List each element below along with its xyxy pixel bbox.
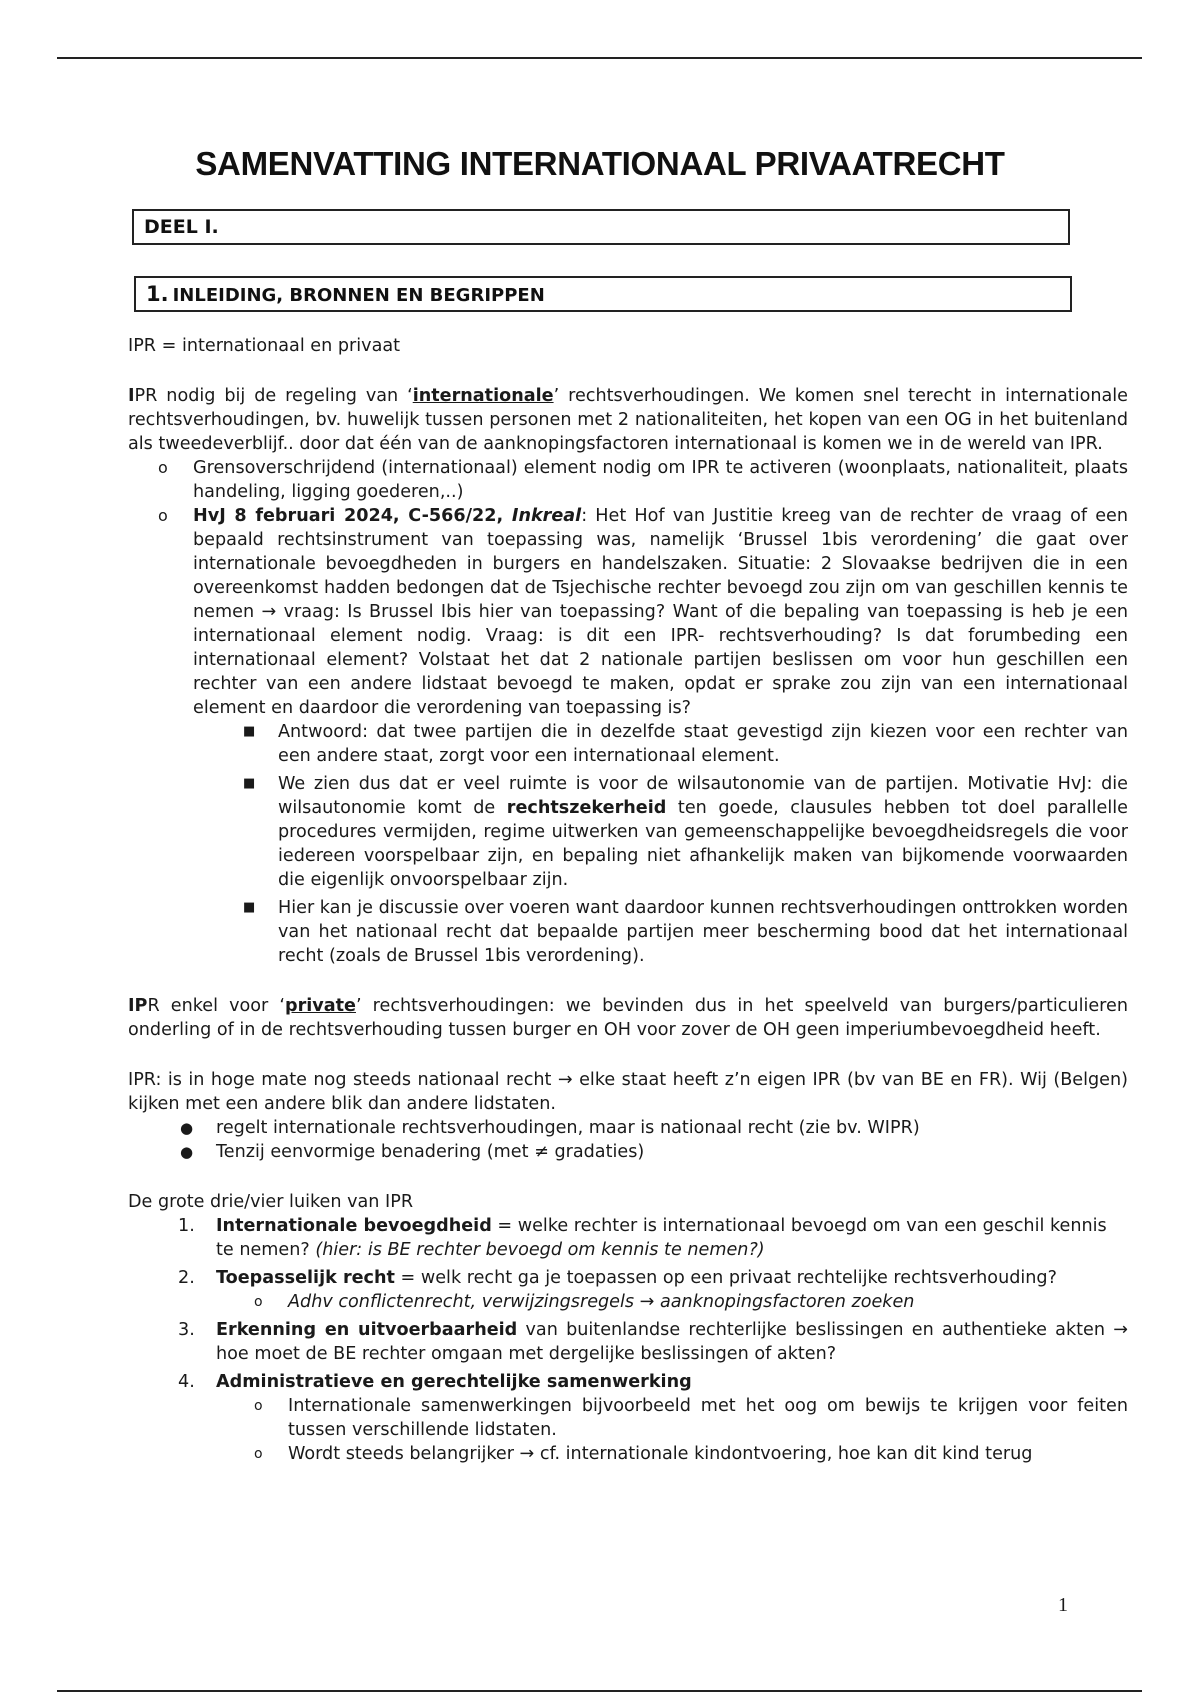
list-item: ■ We zien dus dat er veel ruimte is voor de wilsautonomie van de partijen. Motivatie HvJ: die wilsautonomie komt de rechtszekerheid ten goede, clausules hebben tot doel parallelle procedures vermijden, regime uitwerken van gemeenschappelijke bevoegdheidsregels die voor iedereen voorspelbaar zijn, en bepaling niet afhankelijk maken van bijkomende voorwaarden die eigenlijk onvoorspelbaar zijn.: [243, 774, 1128, 890]
list-item-text: Hier kan je discussie over voeren want daardoor kunnen rechtsverhoudingen onttrokken worden van het nationaal recht dat bepaalde partijen meer bescherming bood dat het internationaal recht (zoals de Brussel 1bis verordening).: [278, 898, 1128, 966]
sublist-squares: [128, 720, 1128, 968]
list-item: ● regelt internationale rechtsverhoudingen, maar is nationaal recht (zie bv. WIPR): [180, 1118, 920, 1138]
chapter-number: 1.: [146, 282, 169, 306]
list-item: o Internationale samenwerkingen bijvoorbeeld met het oog om bewijs te krijgen voor feiten tussen verschillende lidstaten.: [254, 1396, 1128, 1440]
sublist-o: [128, 1290, 1128, 1314]
list-item-text: Antwoord: dat twee partijen die in dezelfde staat gevestigd zijn kiezen voor een rechter van een andere staat, zorgt voor een internationaal element.: [278, 722, 1128, 766]
list-item-text: We zien dus dat er veel ruimte is voor de wilsautonomie van de partijen. Motivatie HvJ: die wilsautonomie komt de: [278, 774, 1128, 818]
keyword-rechtszekerheid: rechtszekerheid: [506, 798, 667, 818]
text-run: PR nodig bij de regeling van ‘: [134, 386, 413, 406]
sublist-o: [128, 456, 1128, 720]
list-item-note: (hier: is BE rechter bevoegd om kennis te nemen?): [315, 1240, 765, 1260]
list-item: [128, 1214, 1128, 1262]
paragraph-definition: IPR = internationaal en privaat: [128, 336, 401, 356]
text-run: ’ rechtsverhoudingen: we bevinden dus in het speelveld van burgers/particulieren onderling of in de rechtsverhouding tussen burger en OH voor zover de OH geen imperiumbevoegdheid heeft.: [128, 996, 1128, 1040]
paragraph-nationaal: IPR: is in hoge mate nog steeds nationaal recht → elke staat heeft z’n eigen IPR (bv van BE en FR). Wij (Belgen) kijken met een andere blik dan andere lidstaten.: [128, 1070, 1128, 1114]
list-item: o Grensoverschrijdend (internationaal) element nodig om IPR te activeren (woonplaats, nationaliteit, plaats handeling, ligging goederen,..): [158, 458, 1128, 502]
term: Internationale bevoegdheid: [216, 1216, 492, 1236]
page-number: 1: [1058, 1594, 1068, 1616]
part-heading: DEEL I.: [132, 209, 1070, 245]
text-run: R enkel voor ‘: [147, 996, 285, 1016]
bold-initial: IP: [128, 996, 148, 1016]
list-item-text: van buitenlandse rechterlijke beslissingen en authentieke akten → hoe moet de BE rechter omgaan met dergelijke beslissingen of akten?: [216, 1320, 1128, 1364]
chapter-heading: [134, 276, 1072, 312]
list-item-text: : Het Hof van Justitie kreeg van de rechter de vraag of een bepaald rechtsinstrument van toepassing was, namelijk ‘Brussel 1bis verordening’ die gaat over internationale bevoegdheden in burgers en handelszaken. Situatie: 2 Slovaakse bedrijven die in een overeenkomst hadden bedongen dat de Tsjechische rechter bevoegd zou zijn om van geschillen kennis te nemen → vraag: Is Brussel Ibis hier van toepassing? Want of die bepaling van toepassing is heb je een internationaal element nodig. Vraag: is dit een IPR- rechtsverhouding? Is dat forumbeding een internationaal element? Volstaat het dat 2 nationale partijen beslissen om voor hun geschillen een rechter van een andere lidstaat bevoegd te maken, opdat er sprake zou zijn van een internationaal element en daardoor die verordening van toepassing is?: [193, 506, 1128, 718]
term: Toepasselijk recht: [216, 1268, 395, 1288]
list-item-text: = welke rechter is internationaal bevoegd om van een geschil kennis te nemen?: [216, 1216, 1107, 1260]
document-body: [128, 334, 1128, 1466]
keyword-internationale: internationale: [412, 386, 554, 406]
term: Erkenning en uitvoerbaarheid: [216, 1320, 518, 1340]
text-run: ’ rechtsverhoudingen. We komen snel terecht in internationale rechtsverhoudingen, bv. huwelijk tussen personen met 2 nationaliteiten, het kopen van een OG in het buitenland als tweedeverblijf.. door dat één van de aanknopingsfactoren internationaal is komen we in de wereld van IPR.: [128, 386, 1128, 454]
bottom-rule: [57, 1690, 1142, 1692]
term: Administratieve en gerechtelijke samenwerking: [216, 1372, 692, 1392]
case-name: Inkreal: [511, 506, 582, 526]
page-title: SAMENVATTING INTERNATIONAAL PRIVAATRECHT: [195, 145, 1005, 182]
list-item: [128, 1370, 1128, 1394]
bold-initial: I: [128, 386, 135, 406]
list-item-text: regelt internationale rechtsverhoudingen, maar is nationaal recht (zie bv. WIPR): [216, 1118, 920, 1138]
paragraph-luiken: De grote drie/vier luiken van IPR: [128, 1192, 414, 1212]
list-item-text: Tenzij eenvormige benadering (met ≠ gradaties): [216, 1142, 645, 1162]
list-item: o Adhv conflictenrecht, verwijzingsregels → aanknopingsfactoren zoeken: [254, 1292, 915, 1312]
paragraph-private: [128, 994, 1128, 1042]
paragraph-internationale: [128, 384, 1128, 456]
list-number: 3.: [178, 1320, 195, 1340]
list-item-text: ten goede, clausules hebben tot doel parallelle procedures vermijden, regime uitwerken van gemeenschappelijke bevoegdheidsregels die voor iedereen voorspelbaar zijn, en bepaling niet afhankelijk maken van bijkomende voorwaarden die eigenlijk onvoorspelbaar zijn.: [278, 798, 1128, 890]
list-item-text: Grensoverschrijdend (internationaal) element nodig om IPR te activeren (woonplaats, nationaliteit, plaats handeling, ligging goederen,..): [193, 458, 1128, 502]
list-item: ■ Hier kan je discussie over voeren want daardoor kunnen rechtsverhoudingen onttrokken worden van het nationaal recht dat bepaalde partijen meer bescherming bood dat het internationaal recht (zoals de Brussel 1bis verordening).: [243, 898, 1128, 966]
list-item: ● Tenzij eenvormige benadering (met ≠ gradaties): [180, 1142, 645, 1162]
list-item-text: = welk recht ga je toepassen op een privaat rechtelijke rechtsverhouding?: [394, 1268, 1057, 1288]
list-number: 1.: [178, 1216, 195, 1236]
list-item-text: Adhv conflictenrecht, verwijzingsregels → aanknopingsfactoren zoeken: [288, 1292, 915, 1312]
keyword-private: private: [284, 996, 356, 1016]
list-number: 2.: [178, 1268, 195, 1288]
numbered-list: [128, 1214, 1128, 1290]
list-item-text: Internationale samenwerkingen bijvoorbeeld met het oog om bewijs te krijgen voor feiten tussen verschillende lidstaten.: [288, 1396, 1128, 1440]
list-item: ■ Antwoord: dat twee partijen die in dezelfde staat gevestigd zijn kiezen voor een rechter van een andere staat, zorgt voor een internationaal element.: [243, 722, 1128, 766]
list-number: 4.: [178, 1372, 195, 1392]
list-item: [128, 1318, 1128, 1366]
top-rule: [57, 57, 1142, 59]
list-item: o HvJ 8 februari 2024, C-566/22, Inkreal: Het Hof van Justitie kreeg van de rechter de vraag of een bepaald rechtsinstrument van toepassing was, namelijk ‘Brussel 1bis verordening’ die gaat over internationale bevoegdheden in burgers en handelszaken. Situatie: 2 Slovaakse bedrijven die in een overeenkomst hadden bedongen dat de Tsjechische rechter bevoegd zou zijn om van geschillen kennis te nemen → vraag: Is Brussel Ibis hier van toepassing? Want of die bepaling van toepassing is heb je een internationaal element nodig. Vraag: is dit een IPR- rechtsverhouding? Is dat forumbeding een internationaal element? Volstaat het dat 2 nationale partijen beslissen om voor hun geschillen een rechter van een andere lidstaat bevoegd te maken, opdat er sprake zou zijn van een internationaal element en daardoor die verordening van toepassing is?: [158, 506, 1128, 718]
case-reference: HvJ 8 februari 2024, C-566/22,: [193, 506, 512, 526]
numbered-list: [128, 1318, 1128, 1394]
list-item: [128, 1266, 1128, 1290]
list-item: o Wordt steeds belangrijker → cf. internationale kindontvoering, hoe kan dit kind terug: [254, 1444, 1033, 1464]
sublist-o: [128, 1394, 1128, 1466]
chapter-title: INLEIDING, BRONNEN EN BEGRIPPEN: [172, 285, 545, 306]
bullet-list: [128, 1116, 1128, 1164]
list-item-text: Wordt steeds belangrijker → cf. internationale kindontvoering, hoe kan dit kind terug: [288, 1444, 1033, 1464]
